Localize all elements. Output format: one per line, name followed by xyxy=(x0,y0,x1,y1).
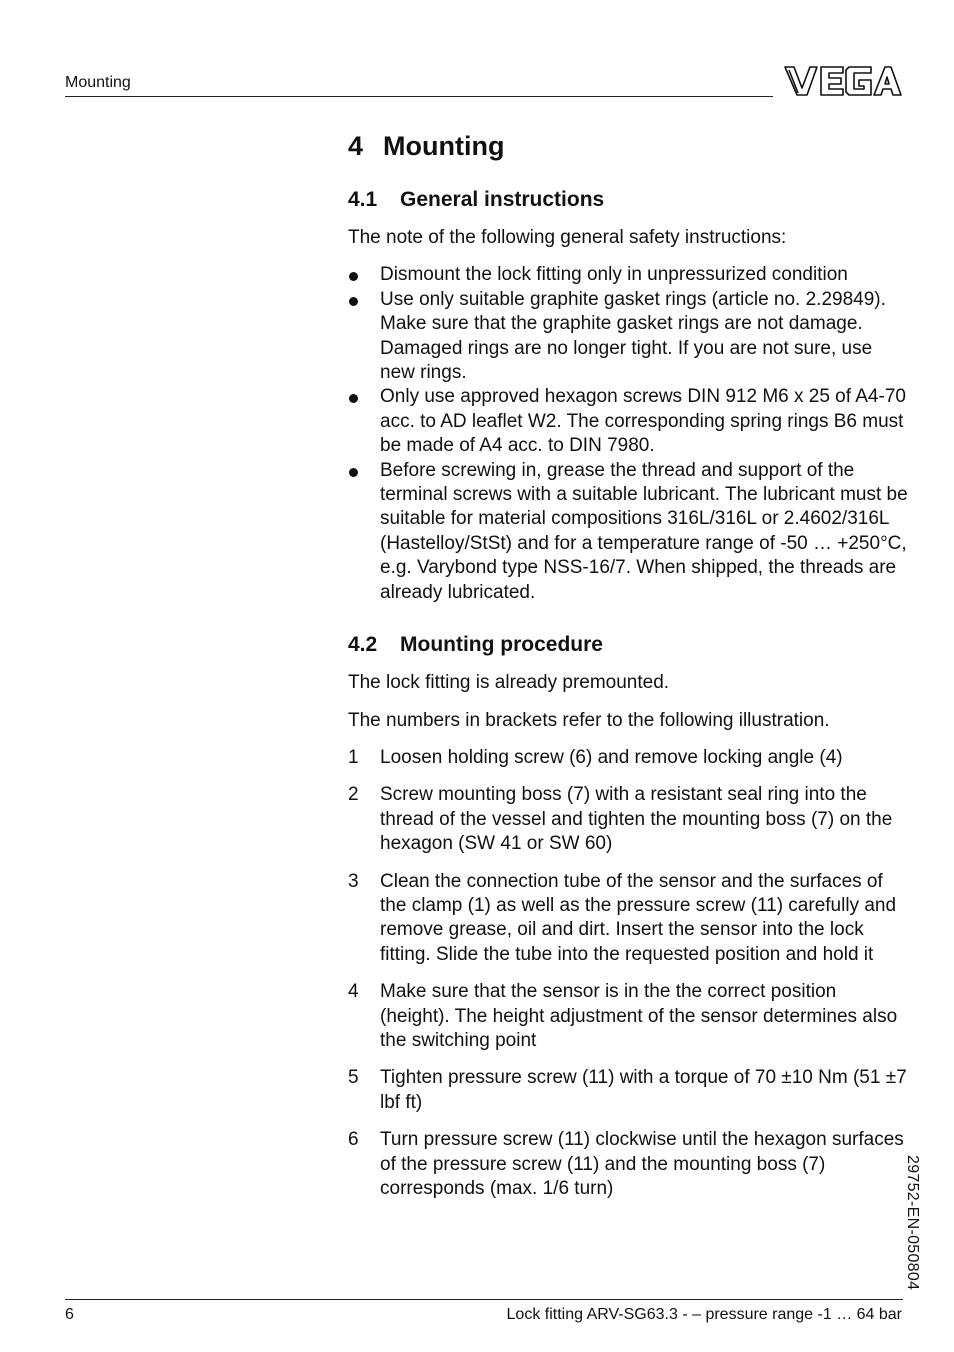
step-item xyxy=(348,1066,908,1115)
intro-paragraph: The note of the following general safety instructions: xyxy=(348,227,787,248)
chapter-number: 4 xyxy=(348,131,364,161)
document-code: 29752-EN-050804 xyxy=(904,1155,921,1291)
step-text: Turn pressure screw (11) clockwise until the hexagon surfaces of the pressure screw (11) and the mounting boss (7) corresponds (max. 1/6 turn) xyxy=(380,1129,904,1199)
section-heading-procedure xyxy=(348,631,908,659)
step-number: 2 xyxy=(348,784,359,806)
chapter-heading xyxy=(348,128,908,164)
section-title: Mounting procedure xyxy=(400,633,603,657)
bullet-text: Before screwing in, grease the thread and support of the terminal screws with a suitable lubricant. The lubricant must be suitable for material compositions 316L/316L or 2.4602/316L (Hastelloy/StSt) and for a temperature range of -50 … +250°C, e.g. Varybond type NSS-16/7. When shipped, the threads are already lubricated. xyxy=(380,459,908,603)
step-item xyxy=(348,746,908,770)
page-number: 6 xyxy=(65,1306,74,1323)
step-text: Screw mounting boss (7) with a resistant seal ring into the thread of the vessel and tighten the mounting boss (7) on the hexagon (SW 41 or SW 60) xyxy=(380,784,893,855)
procedure-paragraph: The numbers in brackets refer to the following illustration. xyxy=(348,709,830,731)
step-text: Loosen holding screw (6) and remove locking angle (4) xyxy=(380,746,843,768)
step-number: 4 xyxy=(348,981,359,1003)
procedure-step-list xyxy=(348,746,908,1202)
step-text: Tighten pressure screw (11) with a torque of 70 ±10 Nm (51 ±7 lbf ft) xyxy=(380,1067,907,1113)
step-number: 3 xyxy=(348,870,359,892)
step-text: Clean the connection tube of the sensor and the surfaces of the clamp (1) as well as the pressure screw (11) carefully and remove grease, oil and dirt. Insert the sensor into the lock fitting. Slide the tube into the requested position and hold it xyxy=(380,870,897,965)
page-content xyxy=(348,128,908,1214)
section-heading-general xyxy=(348,186,908,214)
step-number: 5 xyxy=(348,1067,359,1089)
bullet-item xyxy=(348,459,908,605)
step-text: Make sure that the sensor is in the the correct position (height). The height adjustment of the sensor determines also the switching point xyxy=(380,981,898,1051)
running-header: Mounting xyxy=(65,74,131,91)
header-rule xyxy=(65,96,773,97)
vega-logo xyxy=(783,64,903,98)
bullet-item xyxy=(348,288,908,386)
bullet-icon xyxy=(349,468,358,477)
section-title: General instructions xyxy=(400,188,605,211)
section-number: 4.2 xyxy=(348,633,378,657)
bullet-icon xyxy=(349,394,358,403)
step-number: 1 xyxy=(348,746,359,768)
bullet-icon xyxy=(349,297,358,306)
step-item xyxy=(348,783,908,856)
bullet-item xyxy=(348,263,908,287)
bullet-item xyxy=(348,385,908,458)
bullet-text: Use only suitable graphite gasket rings (article no. 2.29849). Make sure that the graphite gasket rings are not damage. Damaged rings are no longer tight. If you are not sure, use new rings. xyxy=(380,288,886,384)
bullet-text: Dismount the lock fitting only in unpressurized condition xyxy=(380,264,848,286)
bullet-icon xyxy=(349,272,358,281)
step-number: 6 xyxy=(348,1129,359,1151)
safety-bullet-list xyxy=(348,263,908,605)
step-item xyxy=(348,980,908,1053)
step-item xyxy=(348,1128,908,1201)
footer-document-title: Lock fitting ARV-SG63.3 - – pressure range -1 … 64 bar xyxy=(506,1306,902,1323)
footer-rule xyxy=(65,1299,903,1300)
bullet-text: Only use approved hexagon screws DIN 912 M6 x 25 of A4-70 acc. to AD leaflet W2. The corresponding spring rings B6 must be made of A4 acc. to DIN 7980. xyxy=(380,386,906,457)
procedure-paragraph: The lock fitting is already premounted. xyxy=(348,672,670,694)
section-number: 4.1 xyxy=(348,188,378,211)
step-item xyxy=(348,870,908,968)
chapter-title: Mounting xyxy=(383,131,505,161)
